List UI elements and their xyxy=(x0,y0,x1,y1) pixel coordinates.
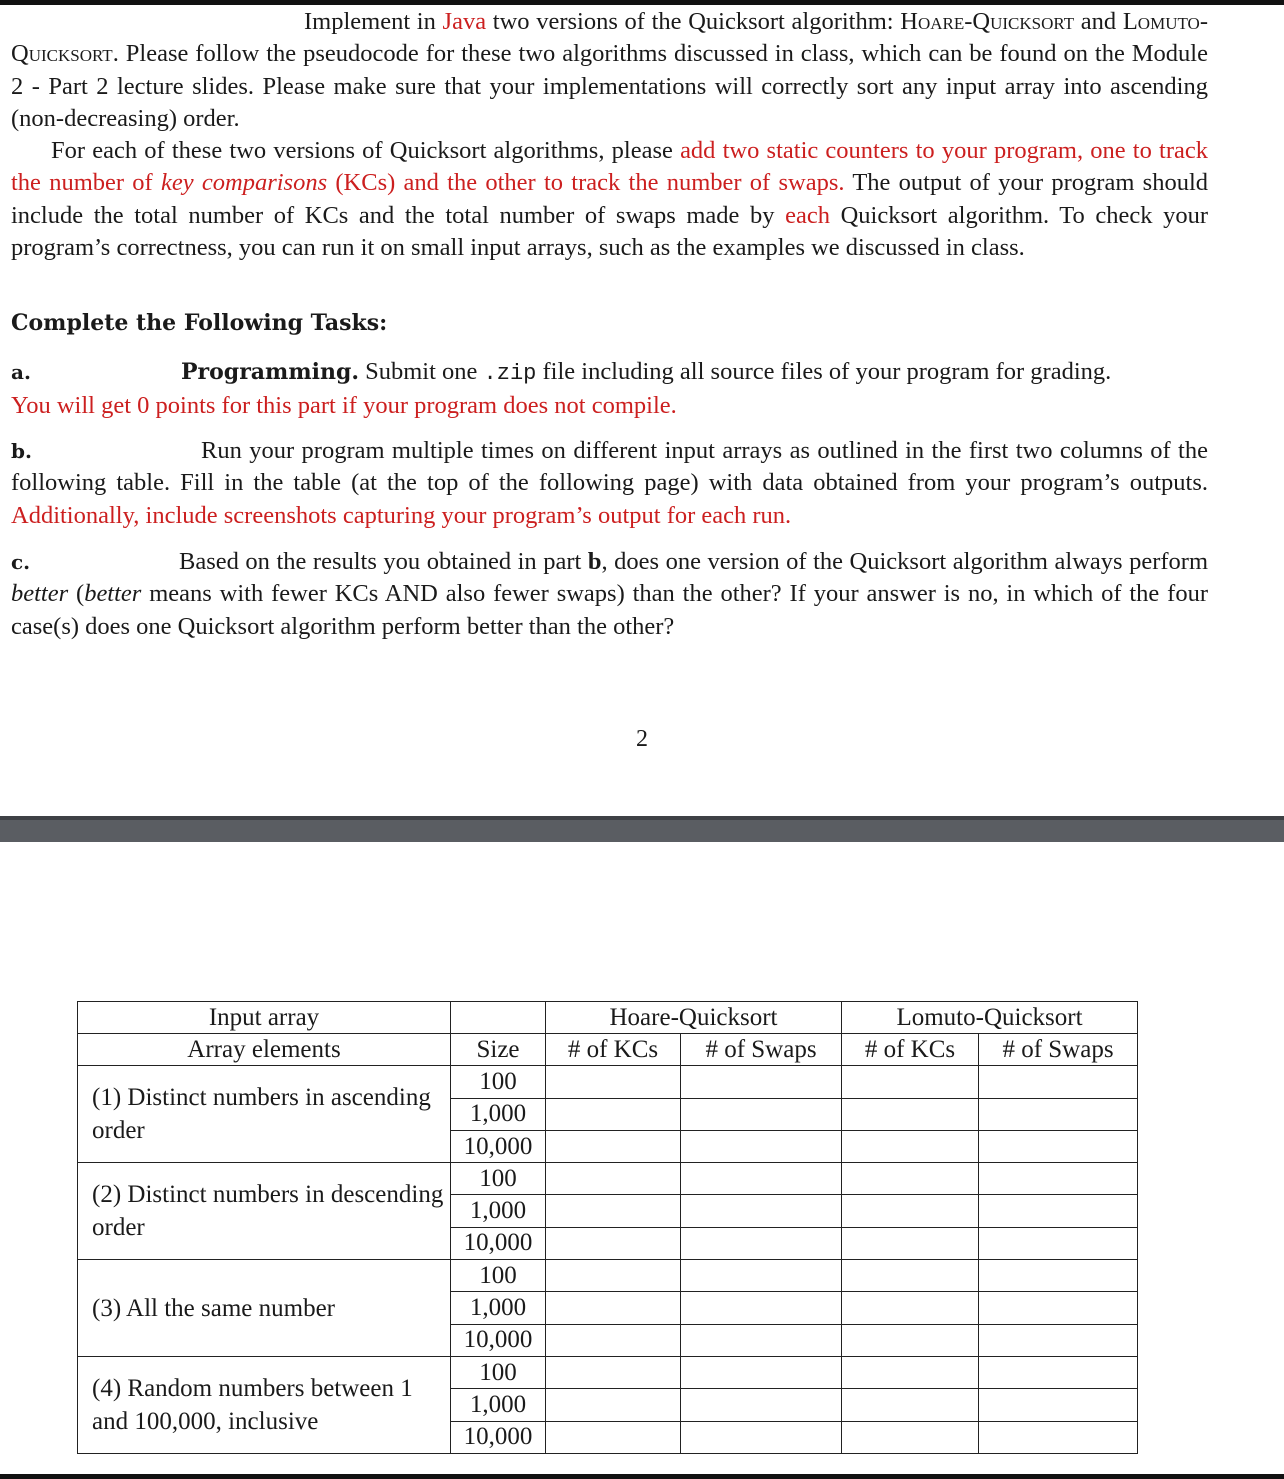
page-divider xyxy=(0,816,1284,842)
lomuto-swaps-cell[interactable] xyxy=(979,1195,1138,1227)
lomuto-kcs-cell[interactable] xyxy=(842,1227,979,1259)
hoare-kcs-cell[interactable] xyxy=(546,1098,681,1130)
task-b: b. Run your program multiple times on different input arrays as outlined in the first two columns of the following table. Fill in the table (at the top of the following page) with data obtained from your program’s outputs. Additionally, include screenshots capturing your program’s output for each run. xyxy=(11,437,1208,529)
lomuto-swaps-cell[interactable] xyxy=(979,1260,1138,1292)
hoare-kcs-cell[interactable] xyxy=(546,1421,681,1453)
size-cell: 1,000 xyxy=(451,1098,546,1130)
hoare-swaps-cell[interactable] xyxy=(681,1130,842,1162)
hoare-swaps-cell[interactable] xyxy=(681,1292,842,1324)
size-cell: 10,000 xyxy=(451,1130,546,1162)
hoare-kcs-cell[interactable] xyxy=(546,1163,681,1195)
lomuto-swaps-cell[interactable] xyxy=(979,1130,1138,1162)
size-cell: 1,000 xyxy=(451,1389,546,1421)
case-1-label: (1) Distinct numbers in ascending order xyxy=(78,1066,451,1163)
size-cell: 100 xyxy=(451,1260,546,1292)
hoare-kcs-cell[interactable] xyxy=(546,1227,681,1259)
table-row xyxy=(78,1356,1138,1388)
top-edge xyxy=(0,0,1284,5)
page-number: 2 xyxy=(636,726,648,752)
lomuto-swaps-cell[interactable] xyxy=(979,1292,1138,1324)
task-a-warning: You will get 0 points for this part if your program does not compile. xyxy=(11,392,677,420)
lomuto-swaps-cell[interactable] xyxy=(979,1389,1138,1421)
lomuto-kcs-cell[interactable] xyxy=(842,1292,979,1324)
header-size: Size xyxy=(451,1034,546,1066)
hoare-name: Hoare-Quicksort xyxy=(900,8,1075,35)
header-input-array: Input array xyxy=(78,1002,451,1034)
task-b-note: Additionally, include screenshots capturing your program’s output for each run. xyxy=(11,501,792,529)
task-a: a. Programming. Submit one .zip file including all source files of your program for grading. You will get 0 points for this part if your program does not compile. xyxy=(11,358,1112,420)
hoare-swaps-cell[interactable] xyxy=(681,1324,842,1356)
lomuto-swaps-cell[interactable] xyxy=(979,1324,1138,1356)
bottom-edge xyxy=(0,1474,1284,1479)
hoare-swaps-cell[interactable] xyxy=(681,1389,842,1421)
size-cell: 1,000 xyxy=(451,1292,546,1324)
hoare-kcs-cell[interactable] xyxy=(546,1066,681,1098)
header-hoare-swaps: # of Swaps xyxy=(681,1034,842,1066)
table-row xyxy=(78,1260,1138,1292)
lomuto-swaps-cell[interactable] xyxy=(979,1227,1138,1259)
hoare-kcs-cell[interactable] xyxy=(546,1130,681,1162)
case-3-label: (3) All the same number xyxy=(78,1260,451,1357)
header-lomuto-kcs: # of KCs xyxy=(842,1034,979,1066)
lomuto-kcs-cell[interactable] xyxy=(842,1130,979,1162)
hoare-swaps-cell[interactable] xyxy=(681,1421,842,1453)
table-row xyxy=(78,1066,1138,1098)
header-lomuto-swaps: # of Swaps xyxy=(979,1034,1138,1066)
lomuto-swaps-cell[interactable] xyxy=(979,1421,1138,1453)
task-c: c. Based on the results you obtained in part b, does one version of the Quicksort algorithm always perform better (better means with fewer KCs AND also fewer swaps) than the other? If your answer is no, in which of the four case(s) does one Quicksort algorithm perform better than the other? xyxy=(11,548,1208,640)
lomuto-kcs-cell[interactable] xyxy=(842,1324,979,1356)
case-2-label: (2) Distinct numbers in descending order xyxy=(78,1163,451,1260)
hoare-swaps-cell[interactable] xyxy=(681,1163,842,1195)
lomuto-kcs-cell[interactable] xyxy=(842,1389,979,1421)
hoare-swaps-cell[interactable] xyxy=(681,1260,842,1292)
lomuto-swaps-cell[interactable] xyxy=(979,1356,1138,1388)
size-cell: 100 xyxy=(451,1356,546,1388)
hoare-swaps-cell[interactable] xyxy=(681,1098,842,1130)
task-c-letter: c. xyxy=(11,550,31,574)
zip-code: .zip xyxy=(483,361,537,386)
tasks-heading: Complete the Following Tasks: xyxy=(11,310,388,336)
lomuto-kcs-cell[interactable] xyxy=(842,1195,979,1227)
size-cell: 100 xyxy=(451,1163,546,1195)
hoare-kcs-cell[interactable] xyxy=(546,1389,681,1421)
lomuto-kcs-cell[interactable] xyxy=(842,1260,979,1292)
hoare-swaps-cell[interactable] xyxy=(681,1195,842,1227)
size-cell: 10,000 xyxy=(451,1421,546,1453)
header-hoare-kcs: # of KCs xyxy=(546,1034,681,1066)
lomuto-kcs-cell[interactable] xyxy=(842,1163,979,1195)
hoare-kcs-cell[interactable] xyxy=(546,1292,681,1324)
task-a-letter: a. xyxy=(11,360,31,384)
lomuto-swaps-cell[interactable] xyxy=(979,1098,1138,1130)
case-4-label: (4) Random numbers between 1 and 100,000, inclusive xyxy=(78,1356,451,1453)
hoare-swaps-cell[interactable] xyxy=(681,1356,842,1388)
lomuto-swaps-cell[interactable] xyxy=(979,1163,1138,1195)
lomuto-kcs-cell[interactable] xyxy=(842,1066,979,1098)
task-b-letter: b. xyxy=(11,439,32,463)
task-a-title: Programming. xyxy=(181,359,359,385)
lomuto-kcs-cell[interactable] xyxy=(842,1098,979,1130)
size-cell: 100 xyxy=(451,1066,546,1098)
lomuto-swaps-cell[interactable] xyxy=(979,1066,1138,1098)
hoare-swaps-cell[interactable] xyxy=(681,1066,842,1098)
header-blank xyxy=(451,1002,546,1034)
size-cell: 10,000 xyxy=(451,1324,546,1356)
lomuto-kcs-cell[interactable] xyxy=(842,1421,979,1453)
lomuto-name: Lomuto-Quicksort xyxy=(11,8,1208,68)
header-lomuto: Lomuto-Quicksort xyxy=(842,1002,1138,1034)
hoare-swaps-cell[interactable] xyxy=(681,1227,842,1259)
intro-paragraph-1: Implement in Java two versions of the Quicksort algorithm: Hoare-Quicksort and Lomuto-Quicksort. Please follow the pseudocode for these two algorithms discussed in class, which can be found on the Module 2 - Part 2 lecture slides. Please make sure that your implementations will correctly sort any input array into ascending (non-decreasing) order. xyxy=(11,8,1208,132)
results-table xyxy=(77,1001,1138,1454)
table-row xyxy=(78,1163,1138,1195)
lomuto-kcs-cell[interactable] xyxy=(842,1356,979,1388)
hoare-kcs-cell[interactable] xyxy=(546,1356,681,1388)
header-array-elements: Array elements xyxy=(78,1034,451,1066)
size-cell: 1,000 xyxy=(451,1195,546,1227)
intro-paragraph-2: For each of these two versions of Quicksort algorithms, please add two static counters to your program, one to track the number of key comparisons (KCs) and the other to track the number of swaps. The output of your program should include the total number of KCs and the total number of swaps made by each Quicksort algorithm. To check your program’s correctness, you can run it on small input arrays, such as the examples we discussed in class. xyxy=(11,137,1209,261)
header-hoare: Hoare-Quicksort xyxy=(546,1002,842,1034)
hoare-kcs-cell[interactable] xyxy=(546,1260,681,1292)
size-cell: 10,000 xyxy=(451,1227,546,1259)
java-highlight: Java xyxy=(442,8,487,35)
hoare-kcs-cell[interactable] xyxy=(546,1195,681,1227)
hoare-kcs-cell[interactable] xyxy=(546,1324,681,1356)
